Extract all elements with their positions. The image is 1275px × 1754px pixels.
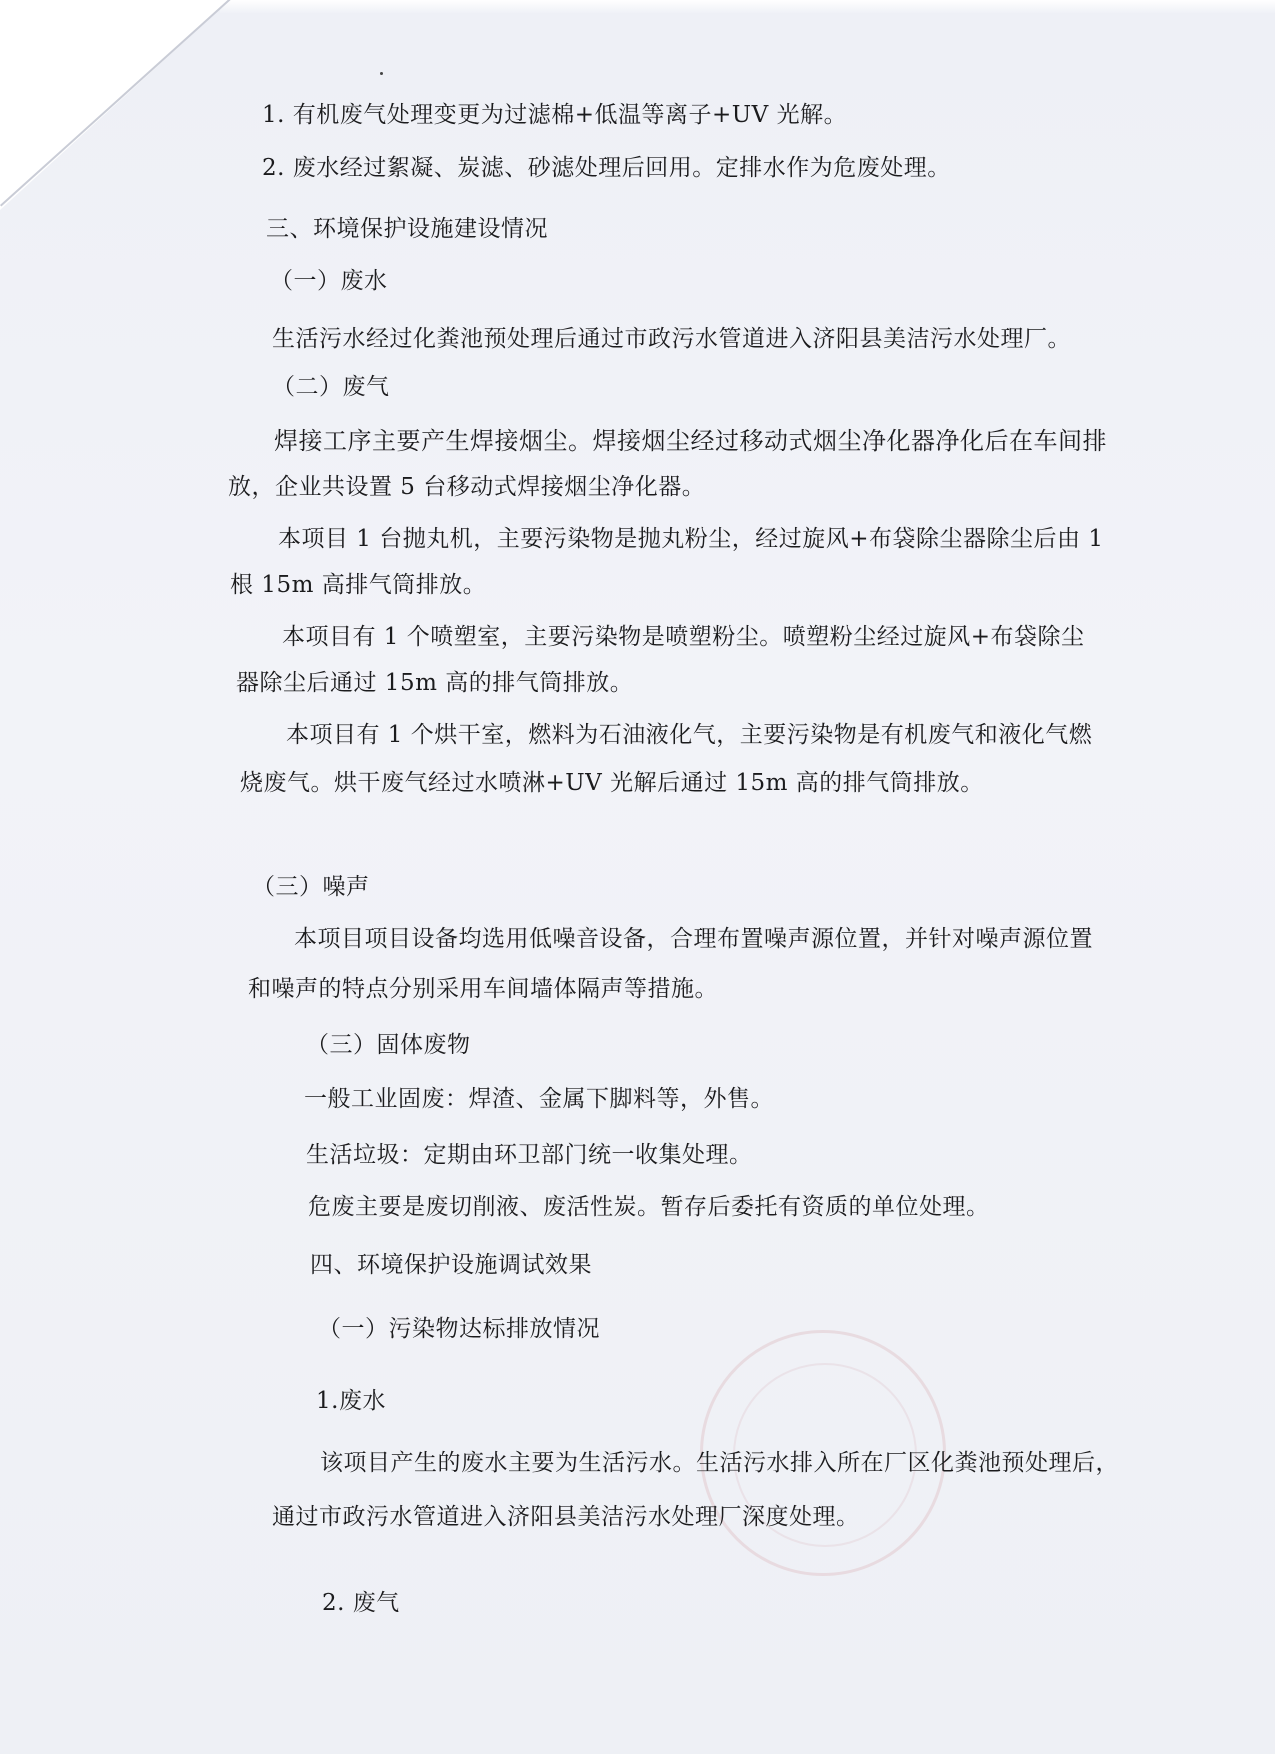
section-heading-4: 四、环境保护设施调试效果: [310, 1252, 592, 1278]
section-heading-3: 三、环境保护设施建设情况: [266, 216, 548, 242]
subheading-solid-waste: （三）固体废物: [306, 1032, 471, 1058]
subheading-emission-compliance: （一）污染物达标排放情况: [318, 1316, 600, 1342]
paragraph-welding-2: 放，企业共设置 5 台移动式焊接烟尘净化器。: [228, 474, 706, 500]
subheading-wastewater: （一）废水: [270, 268, 388, 294]
paragraph-drying-1: 本项目有 1 个烘干室，燃料为石油液化气，主要污染物是有机废气和液化气燃: [286, 722, 1093, 748]
paragraph-wastewater-2a: 该项目产生的废水主要为生活污水。生活污水排入所在厂区化粪池预处理后，: [320, 1450, 1119, 1476]
paper-top-edge: [220, 0, 1275, 14]
subheading-wastewater-2: 1.废水: [316, 1388, 386, 1414]
paragraph-hazardous-waste: 危废主要是废切削液、废活性炭。暂存后委托有资质的单位处理。: [308, 1194, 990, 1220]
paragraph-domestic-waste: 生活垃圾：定期由环卫部门统一收集处理。: [306, 1142, 753, 1168]
paragraph-noise-1: 本项目项目设备均选用低噪音设备，合理布置噪声源位置，并针对噪声源位置: [294, 926, 1093, 952]
paragraph-wastewater-2b: 通过市政污水管道进入济阳县美洁污水处理厂深度处理。: [272, 1504, 860, 1530]
subheading-waste-gas-2: 2. 废气: [322, 1590, 400, 1616]
paragraph-wastewater: 生活污水经过化粪池预处理后通过市政污水管道进入济阳县美洁污水处理厂。: [272, 326, 1071, 352]
paragraph-drying-2: 烧废气。烘干废气经过水喷淋+UV 光解后通过 15m 高的排气筒排放。: [240, 770, 984, 796]
list-item-2: 2. 废水经过絮凝、炭滤、砂滤处理后回用。定排水作为危废处理。: [262, 155, 951, 181]
paragraph-industrial-waste: 一般工业固废：焊渣、金属下脚料等，外售。: [304, 1086, 774, 1112]
list-item-1: 1. 有机废气处理变更为过滤棉+低温等离子+UV 光解。: [262, 102, 848, 128]
paragraph-noise-2: 和噪声的特点分别采用车间墙体隔声等措施。: [248, 976, 718, 1002]
paragraph-spray-2: 器除尘后通过 15m 高的排气筒排放。: [236, 670, 634, 696]
subheading-noise: （三）噪声: [252, 874, 370, 900]
paragraph-spray-1: 本项目有 1 个喷塑室，主要污染物是喷塑粉尘。喷塑粉尘经过旋风+布袋除尘: [282, 624, 1085, 650]
paragraph-welding-1: 焊接工序主要产生焊接烟尘。焊接烟尘经过移动式烟尘净化器净化后在车间排: [274, 427, 1107, 455]
paragraph-shot-blast-2: 根 15m 高排气筒排放。: [230, 572, 487, 598]
subheading-waste-gas: （二）废气: [272, 374, 390, 400]
paragraph-shot-blast-1: 本项目 1 台抛丸机，主要污染物是抛丸粉尘，经过旋风+布袋除尘器除尘后由 1: [278, 526, 1104, 552]
speck: [380, 72, 383, 75]
